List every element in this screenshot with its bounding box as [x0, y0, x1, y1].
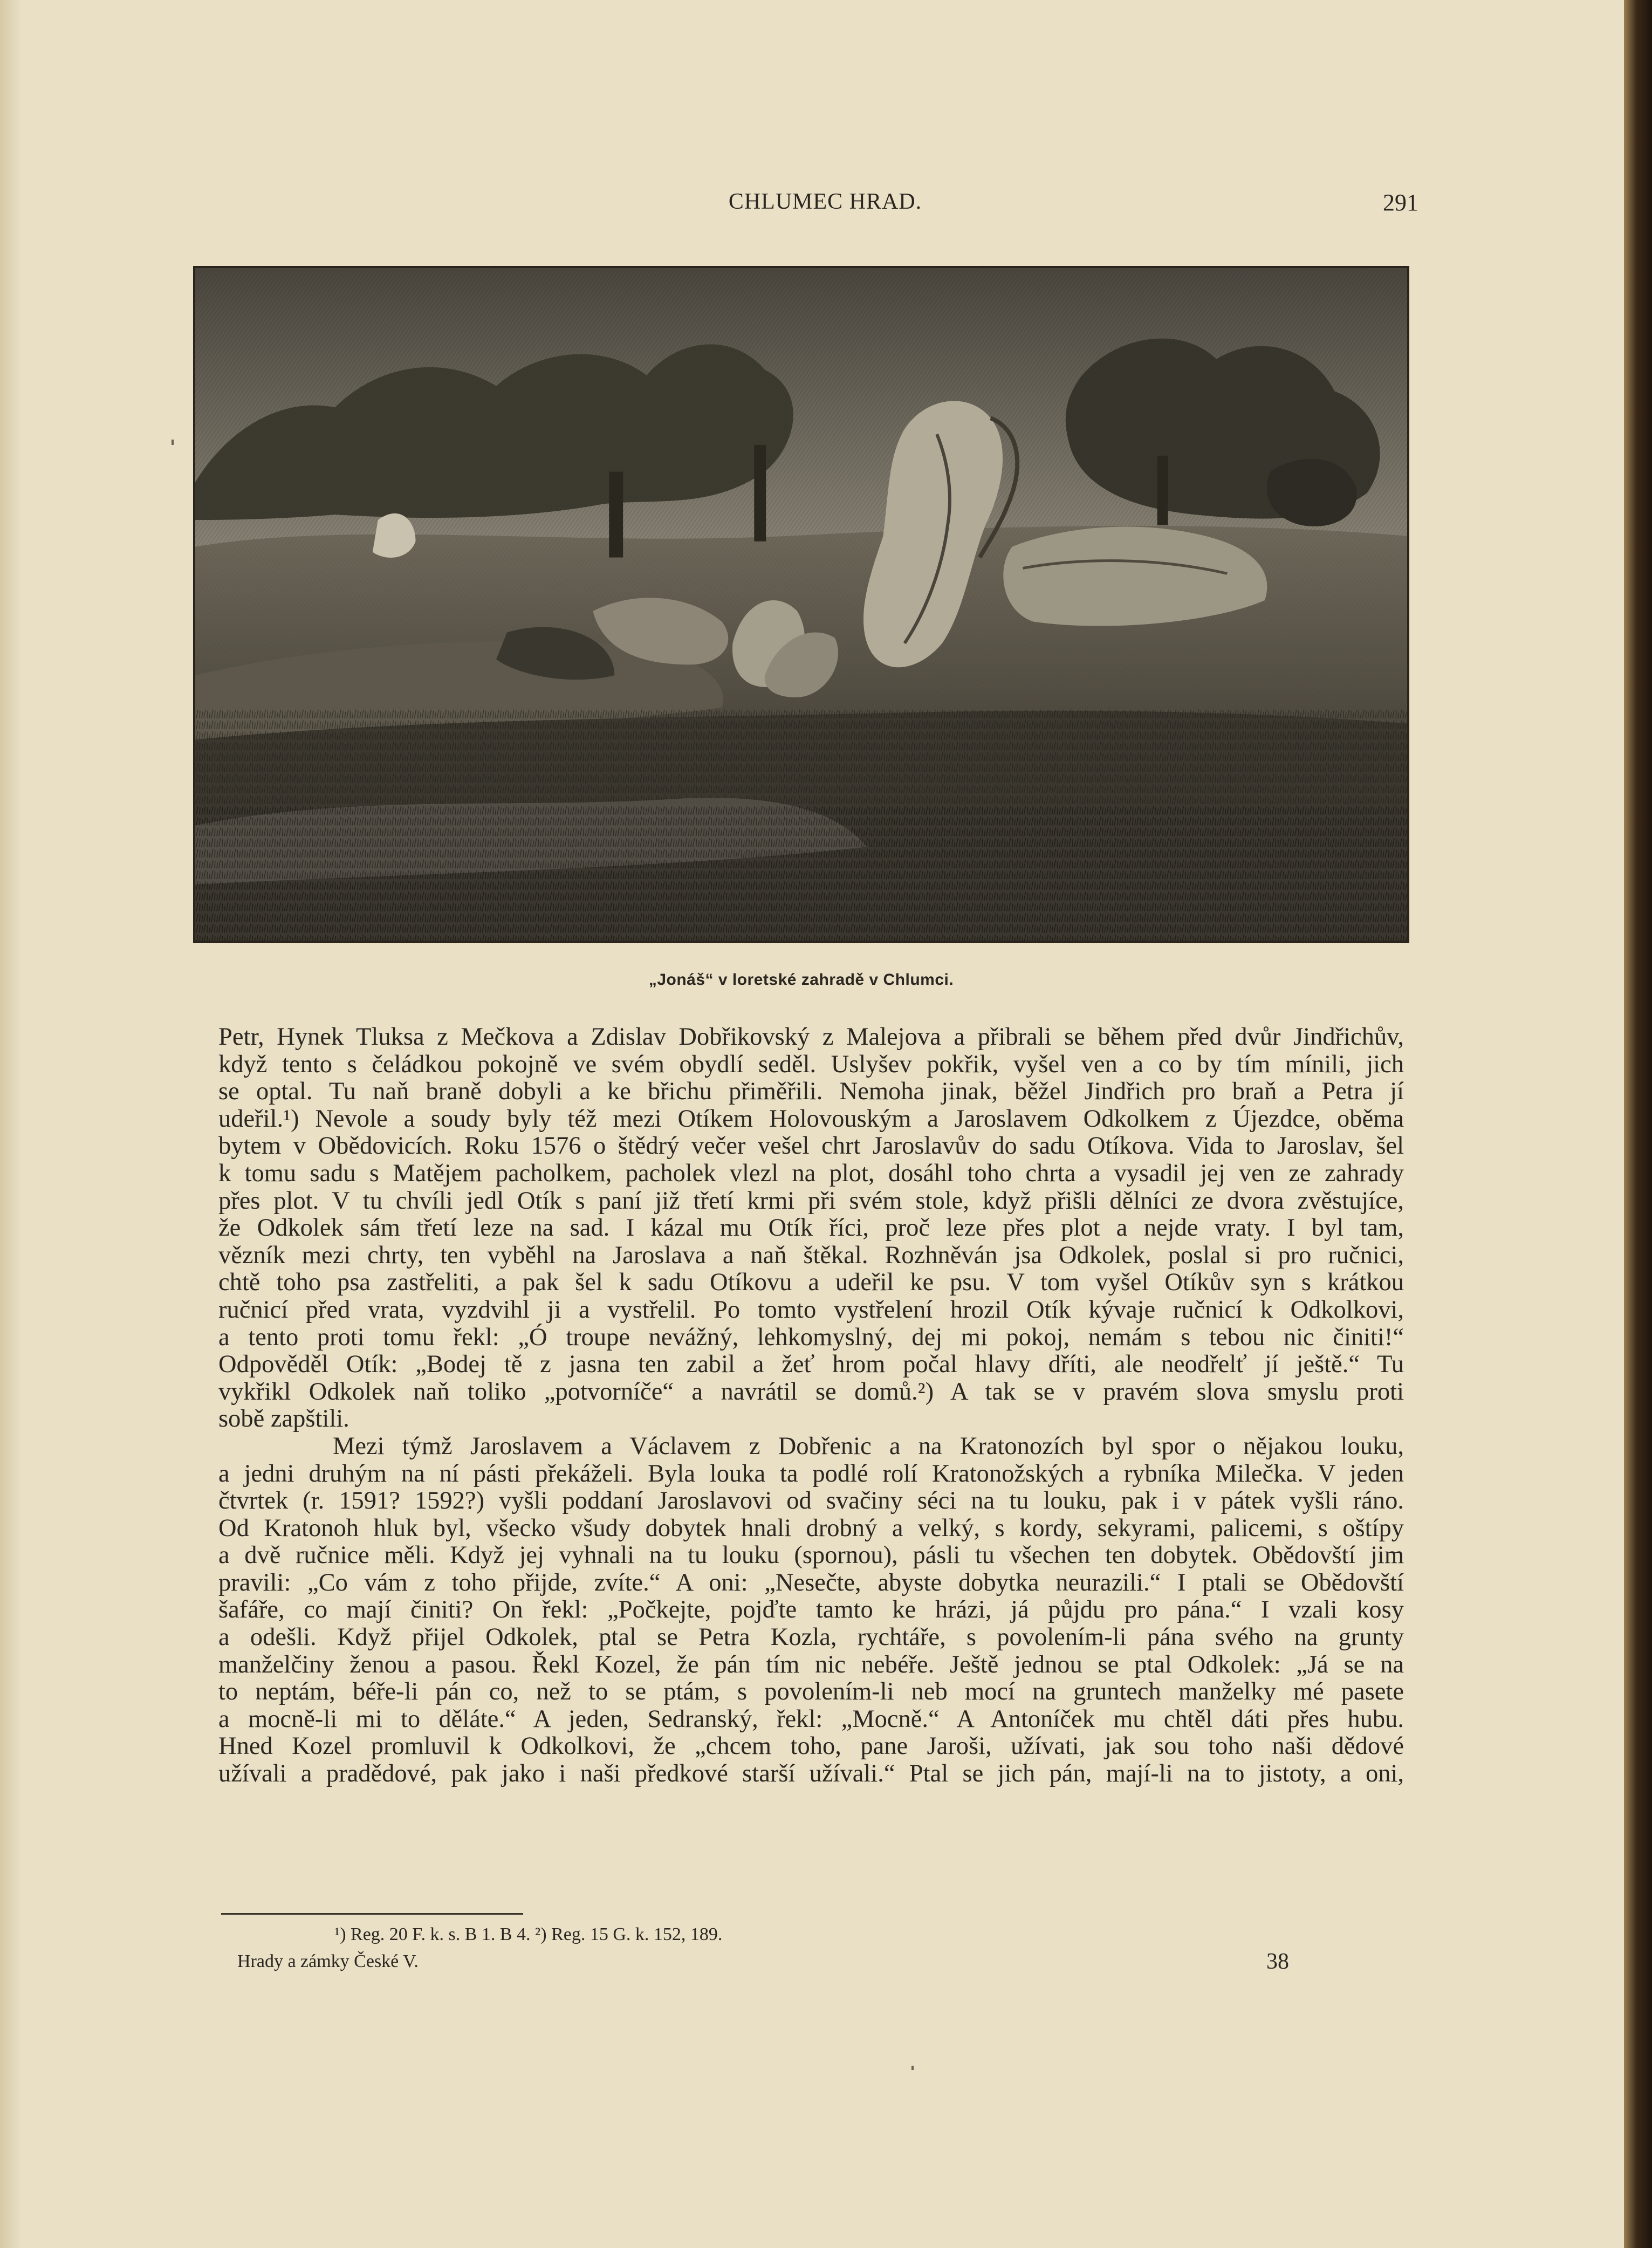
text-line: a jedni druhým na ní pásti překáželi. Byla louka ta podlé rolí Kratonožských a rybníka Milečka. V jeden	[218, 1459, 1404, 1488]
text-line: udeřil.¹) Nevole a soudy byly též mezi Otíkem Holovouským a Jaroslavem Odkolkem z Újezdce, oběma	[218, 1105, 1404, 1133]
engraving-illustration	[193, 266, 1409, 943]
text-line: že Odkolek sám třetí leze na sad. I kázal mu Otík říci, proč leze přes plot a nejde vraty. I byl tam,	[218, 1214, 1404, 1242]
sheet-number: 38	[1266, 1949, 1289, 1974]
body-text	[218, 1024, 1404, 1788]
text-line: a tento proti tomu řekl: „Ó troupe nevážný, lehkomyslný, dej mi pokoj, nemám s tebou nic činiti!“	[218, 1323, 1404, 1351]
text-line: a mocně-li mi to děláte.“ A jeden, Sedranský, řekl: „Mocně.“ A Antoníček mu chtěl dáti přes hubu.	[218, 1705, 1404, 1733]
text-line: když tento s čeládkou pokojně ve svém obydlí seděl. Uslyšev pokřik, vyšel ven a co by tím mínili, jich	[218, 1050, 1404, 1078]
page-number: 291	[1383, 189, 1418, 216]
text-line: to neptám, béře-li pán co, než to se ptám, s povolením-li neb mocí na gruntech manželky mé pasete	[218, 1678, 1404, 1706]
text-line: Od Kratonoh hluk byl, všecko všudy dobytek hnali drobný a velký, s kordy, sekyrami, palicemi, s oštípy	[218, 1514, 1404, 1542]
engraving-artwork	[195, 268, 1407, 941]
text-line: chtě toho psa zastřeliti, a pak šel k sadu Otíkovu a udeřil ke psu. V tom vyšel Otíkův syn s krátkou	[218, 1269, 1404, 1297]
text-line: užívali a pradědové, pak jako i naši předkové starší užívali.“ Ptal se jich pán, mají-li na to jistoty, a oni,	[218, 1760, 1404, 1788]
stray-ink-mark	[911, 2066, 914, 2070]
text-line: pravili: „Co vám z toho přijde, zvíte.“ A oni: „Nesečte, abyste dobytka neurazili.“ I ptali se Obědovští	[218, 1568, 1404, 1596]
text-line: sobě zapštili.	[218, 1405, 349, 1433]
running-title: CHLUMEC HRAD.	[728, 189, 922, 214]
text-line: ručnicí před vrata, vyzdvihl ji a vystřelil. Po tomto vystřelení hrozil Otík kývaje ručnicí k Odkolkovi,	[218, 1296, 1404, 1324]
page-edge-shadow	[0, 0, 22, 2248]
text-line: vězník mezi chrty, ten vyběhl na Jaroslava a naň štěkal. Rozhněván jsa Odkolek, poslal si pro ručnici,	[218, 1241, 1404, 1269]
text-line: Hned Kozel promluvil k Odkolkovi, že „chcem toho, pane Jaroši, užívati, jak sou toho naši dědové	[218, 1732, 1404, 1760]
figure-caption: „Jonáš“ v loretské zahradě v Chlumci.	[648, 971, 954, 989]
footnotes: ¹) Reg. 20 F. k. s. B 1. B 4. ²) Reg. 15 G. k. 152, 189.	[334, 1924, 723, 1944]
text-line: k tomu sadu s Matějem pacholkem, pacholek vlezl na plot, dosáhl toho chrta a vysadil jej ven ze zahrady	[218, 1159, 1404, 1187]
text-line: přes plot. V tu chvíli jedl Otík s paní již třetí krmi při svém stole, když přišli dělníci ze dvora zvěstujíce,	[218, 1187, 1404, 1215]
printer-signature: Hrady a zámky České V.	[237, 1951, 419, 1971]
stray-ink-mark	[172, 440, 174, 445]
text-line: čtvrtek (r. 1591? 1592?) vyšli poddaní Jaroslavovi od svačiny séci na tu louku, pak i v pátek vyšli ráno.	[218, 1487, 1404, 1515]
text-line: bytem v Obědovicích. Roku 1576 o štědrý večer vešel chrt Jaroslavův do sadu Otíkova. Vida to Jaroslav, šel	[218, 1132, 1404, 1160]
footnote-divider	[221, 1913, 523, 1915]
text-line: Petr, Hynek Tluksa z Mečkova a Zdislav Dobřikovský z Malejova a přibrali se během před dvůr Jindřichův,	[218, 1023, 1404, 1051]
text-line: Odpověděl Otík: „Bodej tě z jasna ten zabil a žeť hrom počal hlavy dříti, ale neodřelť jí ještě.“ Tu	[218, 1351, 1404, 1379]
text-line: a odešli. Když přijel Odkolek, ptal se Petra Kozla, rychtáře, s povolením-li pána svého na grunty	[218, 1623, 1404, 1651]
book-spine	[1624, 0, 1652, 2248]
text-line: a dvě ručnice měli. Když jej vyhnali na tu louku (spornou), pásli tu všechen ten dobytek. Obědovští jim	[218, 1541, 1404, 1570]
text-line: manželčiny ženou a pasou. Řekl Kozel, že pán tím nic nebéře. Ještě jednou se ptal Odkolek: „Já se na	[218, 1650, 1404, 1678]
text-line: šafáře, co mají činiti? On řekl: „Počkejte, pojďte tamto ke hrázi, já půjdu pro pána.“ I vzali kosy	[218, 1596, 1404, 1624]
text-line: Mezi týmž Jaroslavem a Václavem z Dobřenic a na Kratonozích byl spor o nějakou louku,	[333, 1432, 1404, 1460]
text-line: vykřikl Odkolek naň toliko „potvorníče“ a navrátil se domů.²) A tak se v pravém slova smyslu proti	[218, 1377, 1404, 1406]
text-line: se optal. Tu naň braně dobyli a ke břichu přiměřili. Nemoha jinak, běžel Jindřich pro braň a Petra jí	[218, 1078, 1404, 1106]
